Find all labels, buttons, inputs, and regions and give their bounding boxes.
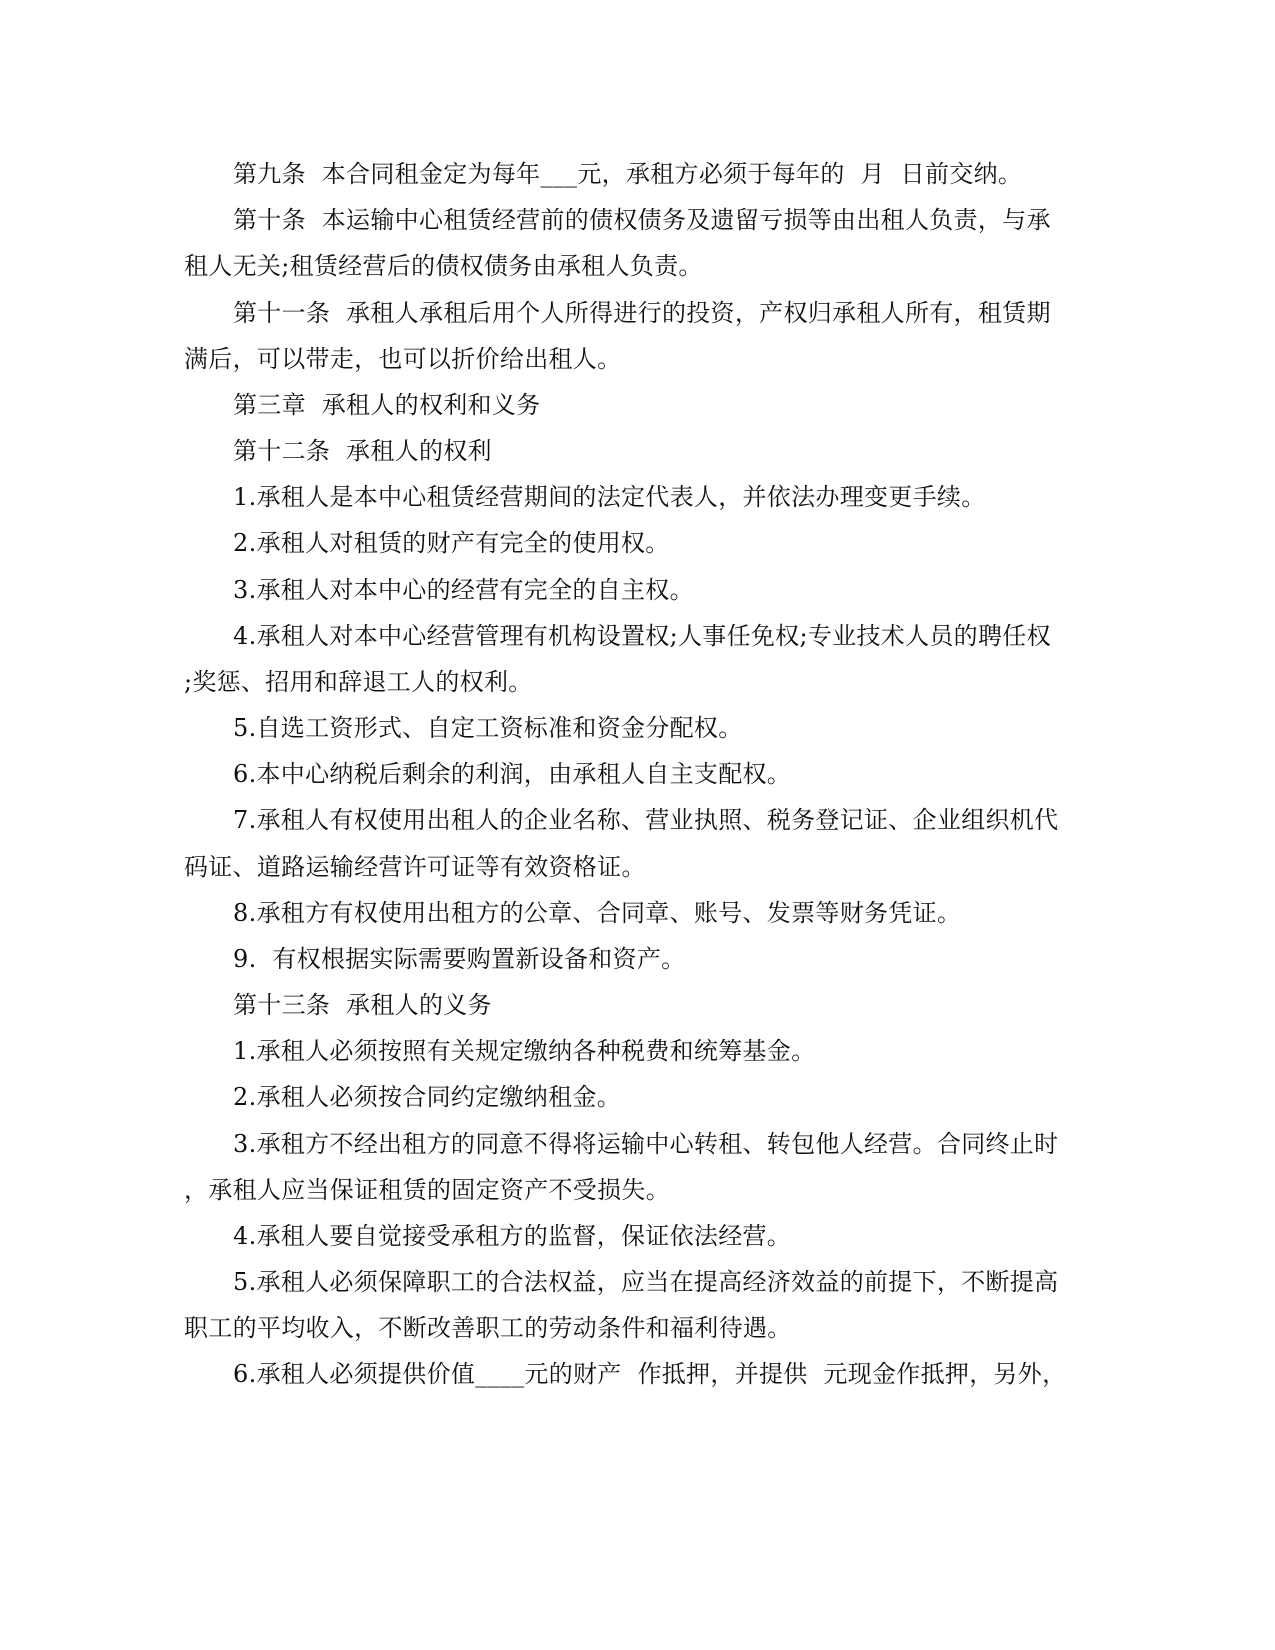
article-12-item-8: 8.承租方有权使用出租方的公章、合同章、账号、发票等财务凭证。 <box>233 899 962 927</box>
article-10-line-2: 租人无关;租赁经营后的债权债务由承租人负责。 <box>184 252 703 280</box>
article-9: 第九条 本合同租金定为每年___元，承租方必须于每年的 月 日前交纳。 <box>233 160 1023 188</box>
article-12-item-6: 6.本中心纳税后剩余的利润，由承租人自主支配权。 <box>233 760 792 788</box>
article-10-line-1: 第十条 本运输中心租赁经营前的债权债务及遗留亏损等由出租人负责，与承 <box>233 206 1051 234</box>
article-13-item-4: 4.承租人要自觉接受承租方的监督，保证依法经营。 <box>233 1222 792 1250</box>
article-13-item-3-line-1: 3.承租方不经出租方的同意不得将运输中心转租、转包他人经营。合同终止时 <box>233 1130 1059 1158</box>
article-13-item-3-line-2: ，承租人应当保证租赁的固定资产不受损失。 <box>184 1176 670 1204</box>
chapter-3-heading: 第三章 承租人的权利和义务 <box>233 391 541 419</box>
article-11-line-2: 满后，可以带走，也可以折价给出租人。 <box>184 345 622 373</box>
article-13-item-2: 2.承租人必须按合同约定缴纳租金。 <box>233 1083 621 1111</box>
article-13-item-5-line-1: 5.承租人必须保障职工的合法权益，应当在提高经济效益的前提下，不断提高 <box>233 1268 1059 1296</box>
article-12-item-2: 2.承租人对租赁的财产有完全的使用权。 <box>233 529 670 557</box>
article-12-item-4-line-1: 4.承租人对本中心经营管理有机构设置权;人事任免权;专业技术人员的聘任权 <box>233 622 1051 650</box>
article-12-item-3: 3.承租人对本中心的经营有完全的自主权。 <box>233 576 694 604</box>
article-13-item-1: 1.承租人必须按照有关规定缴纳各种税费和统筹基金。 <box>233 1037 816 1065</box>
article-12-item-7-line-1: 7.承租人有权使用出租人的企业名称、营业执照、税务登记证、企业组织机代 <box>233 806 1059 834</box>
article-12-item-4-line-2: ;奖惩、招用和辞退工人的权利。 <box>184 668 533 696</box>
article-12-heading: 第十二条 承租人的权利 <box>233 437 492 465</box>
article-13-item-6: 6.承租人必须提供价值____元的财产 作抵押，并提供 元现金作抵押，另外， <box>233 1360 1067 1388</box>
article-12-item-7-line-2: 码证、道路运输经营许可证等有效资格证。 <box>184 853 646 881</box>
article-13-item-5-line-2: 职工的平均收入，不断改善职工的劳动条件和福利待遇。 <box>184 1314 792 1342</box>
article-12-item-9: 9. 有权根据实际需要购置新设备和资产。 <box>233 945 686 973</box>
article-12-item-5: 5.自选工资形式、自定工资标准和资金分配权。 <box>233 714 743 742</box>
article-12-item-1: 1.承租人是本中心租赁经营期间的法定代表人，并依法办理变更手续。 <box>233 483 986 511</box>
article-11-line-1: 第十一条 承租人承租后用个人所得进行的投资，产权归承租人所有，租赁期 <box>233 299 1051 327</box>
article-13-heading: 第十三条 承租人的义务 <box>233 991 492 1019</box>
